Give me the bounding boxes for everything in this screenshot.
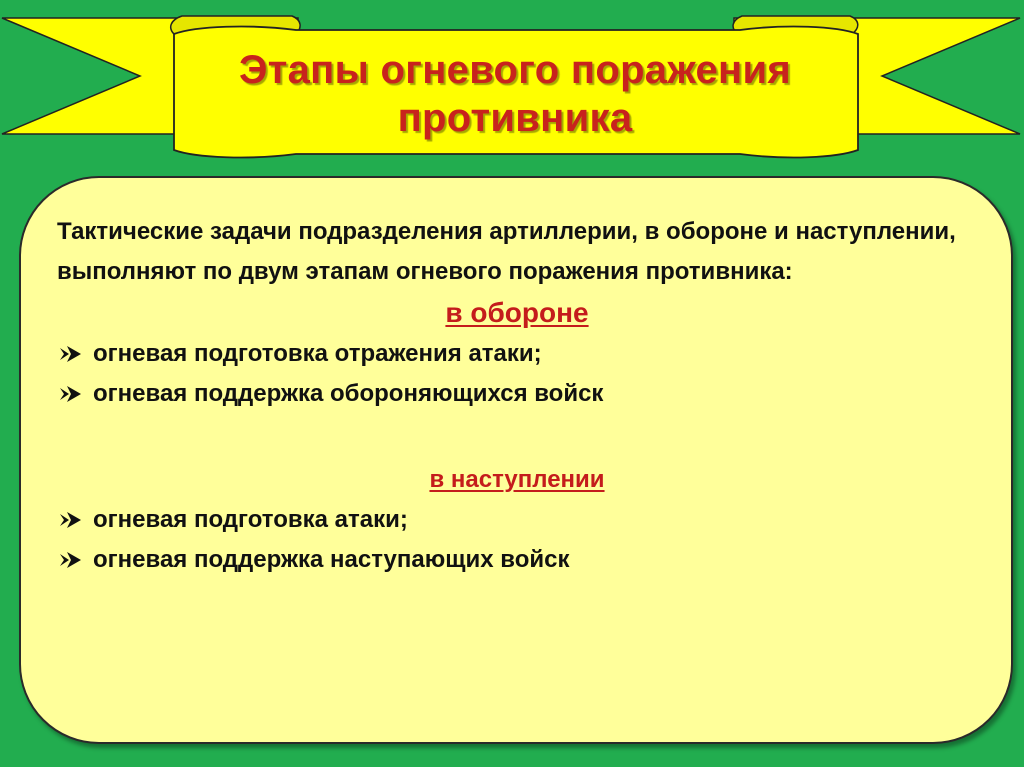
list-item	[57, 334, 977, 374]
defense-item-2: огневая поддержка обороняющихся войск	[93, 380, 604, 407]
checkmark-arrow-icon	[57, 540, 87, 580]
intro-text: Тактические задачи подразделения артиллерии, в обороне и наступлении, выполняют по двум этапам огневого поражения противника:	[57, 218, 956, 285]
title-line-2: противника	[397, 96, 633, 140]
defense-list	[57, 334, 977, 414]
checkmark-arrow-icon	[57, 500, 87, 540]
list-item	[57, 540, 977, 580]
offense-item-2: огневая поддержка наступающих войск	[93, 546, 570, 573]
defense-heading: в обороне	[445, 297, 589, 328]
checkmark-arrow-icon	[57, 374, 87, 414]
title-line-1: Этапы огневого поражения	[238, 48, 792, 92]
list-item	[57, 374, 977, 414]
list-item	[57, 500, 977, 540]
page-title	[180, 46, 850, 142]
content-body	[57, 212, 977, 580]
section-spacer	[57, 414, 977, 460]
offense-list	[57, 500, 977, 580]
offense-item-1: огневая подготовка атаки;	[93, 506, 408, 533]
offense-heading: в наступлении	[429, 466, 605, 493]
checkmark-arrow-icon	[57, 334, 87, 374]
defense-item-1: огневая подготовка отражения атаки;	[93, 340, 542, 367]
